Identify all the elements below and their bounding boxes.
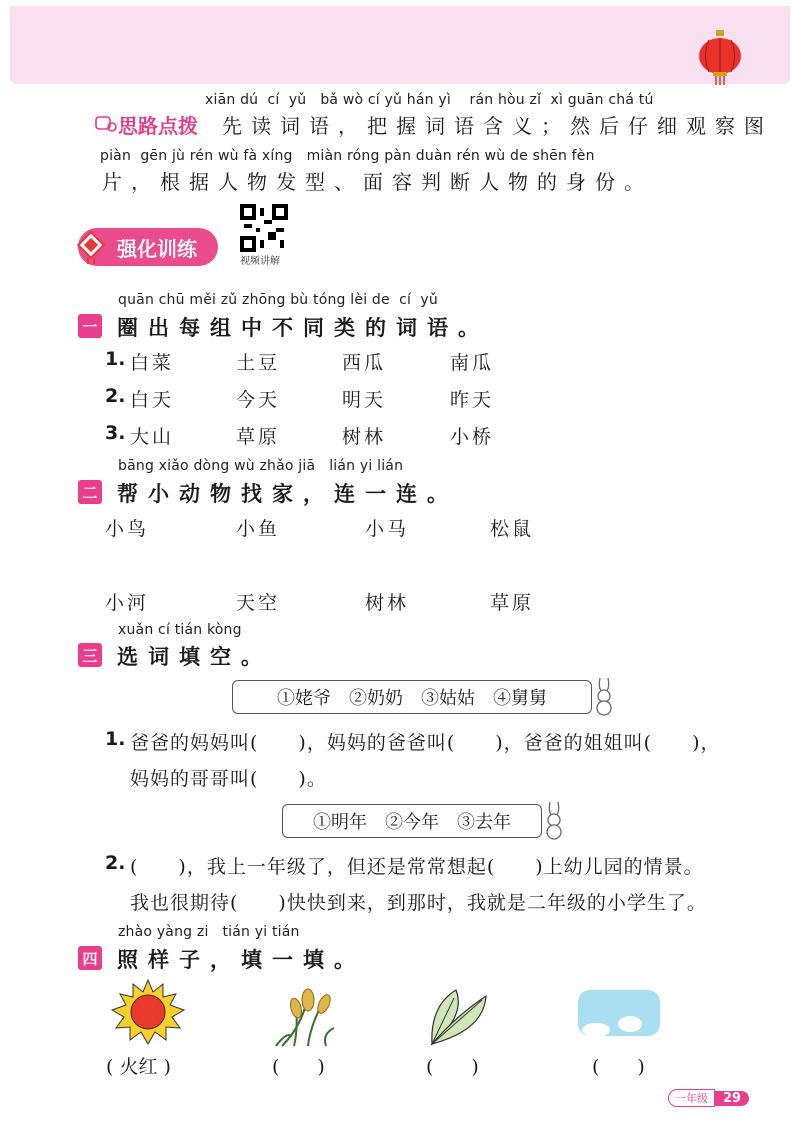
section2-pinyin: bāng xiǎo dòng wù zhǎo jiā lián yi lián (118, 458, 404, 474)
rabbit-icon (592, 676, 616, 716)
grade-label: 一年级 (668, 1089, 715, 1107)
section3-pinyin: xuǎn cí tián kòng (118, 622, 242, 638)
header-band (10, 6, 790, 84)
section1-number: 一 (78, 314, 102, 338)
tip-pinyin-2: piàn gēn jù rén wù fà xíng miàn róng pàn duàn rén wù de shēn fèn (100, 148, 595, 164)
s1-row2-word[interactable]: 明天 (342, 389, 387, 411)
s1-row2-word[interactable]: 今天 (236, 389, 281, 411)
q1-line2[interactable]: 妈妈的哥哥叫( )。 (130, 768, 327, 790)
answer-wheat-blank[interactable]: ( ) (272, 1056, 325, 1078)
qr-code[interactable] (240, 204, 288, 252)
page-number-value: 29 (715, 1091, 749, 1106)
choice-option: ①明年 (313, 812, 367, 833)
section2-title: 帮小动物找家，连一连。 (117, 482, 458, 506)
section2-number: 二 (78, 480, 102, 504)
sun-icon (108, 978, 188, 1048)
tip-label: 思路点拨 (118, 114, 198, 138)
animal-fish[interactable]: 小鱼 (236, 518, 281, 540)
leaf-icon (426, 986, 490, 1046)
animal-bird[interactable]: 小鸟 (105, 518, 150, 540)
section4-number: 四 (78, 946, 102, 970)
q1-number: 1. (105, 728, 126, 750)
s1-row3-word[interactable]: 小桥 (450, 426, 495, 448)
section4-pinyin: zhào yàng zi tián yi tián (118, 924, 300, 940)
tip-pinyin-1: xiān dú cí yǔ bǎ wò cí yǔ hán yì rán hòu zǐ xì guān chá tú (205, 92, 654, 108)
s1-row2-word[interactable]: 昨天 (450, 389, 495, 411)
choice-option: ②奶奶 (349, 688, 403, 709)
q2-line1[interactable]: ( )，我上一年级了，但还是常常想起( )上幼儿园的情景。 (130, 856, 704, 878)
cloud-icon (574, 984, 664, 1040)
choice-option: ③去年 (457, 812, 511, 833)
answer-cloud-blank[interactable]: ( ) (592, 1056, 645, 1078)
training-label: 强化训练 (117, 236, 197, 261)
qr-label: 视频讲解 (240, 256, 280, 267)
home-forest[interactable]: 树林 (365, 592, 410, 614)
section1-title: 圈出每组中不同类的词语。 (117, 316, 489, 340)
s1-row1-word[interactable]: 土豆 (236, 352, 281, 374)
s1-row2-word[interactable]: 白天 (130, 389, 175, 411)
section1-pinyin: quān chū měi zǔ zhōng bù tóng lèi de cí yǔ (118, 292, 438, 308)
tip-icon (95, 115, 117, 133)
choice-option: ④舅舅 (493, 688, 547, 709)
choice-option: ①姥爷 (277, 688, 331, 709)
home-sky[interactable]: 天空 (236, 592, 281, 614)
s1-row1-word[interactable]: 西瓜 (342, 352, 387, 374)
s1-row3-word[interactable]: 草原 (236, 426, 281, 448)
s1-row1-number: 1. (105, 348, 126, 370)
tip-text-1: 先读词语，把握词语含义；然后仔细观察图 (222, 114, 773, 138)
lantern-icon (696, 30, 744, 86)
choice-option: ③姑姑 (421, 688, 475, 709)
s1-row3-number: 3. (105, 422, 126, 444)
section3-title: 选词填空。 (117, 645, 272, 669)
animal-horse[interactable]: 小马 (365, 518, 410, 540)
q2-number: 2. (105, 852, 126, 874)
word-choice-box-1 (232, 680, 592, 714)
animal-squirrel[interactable]: 松鼠 (490, 518, 535, 540)
page-number (668, 1088, 749, 1108)
s1-row1-word[interactable]: 白菜 (130, 352, 175, 374)
home-grassland[interactable]: 草原 (490, 592, 535, 614)
s1-row3-word[interactable]: 大山 (130, 426, 175, 448)
choice-option: ②今年 (385, 812, 439, 833)
section4-title: 照样子，填一填。 (117, 948, 365, 972)
answer-sun: ( 火红 ) (106, 1056, 171, 1078)
q1-line1[interactable]: 爸爸的妈妈叫( )，妈妈的爸爸叫( )，爸爸的姐姐叫( )， (130, 732, 721, 754)
home-river[interactable]: 小河 (105, 592, 150, 614)
knot-icon (76, 230, 106, 264)
answer-leaf-blank[interactable]: ( ) (426, 1056, 479, 1078)
q2-line2[interactable]: 我也很期待( )快快到来，到那时，我就是二年级的小学生了。 (130, 892, 707, 914)
wheat-icon (272, 986, 342, 1048)
s1-row3-word[interactable]: 树林 (342, 426, 387, 448)
word-choice-box-2 (282, 804, 542, 838)
section3-number: 三 (78, 643, 102, 667)
rabbit-icon (542, 800, 566, 840)
s1-row2-number: 2. (105, 385, 126, 407)
tip-text-2: 片，根据人物发型、面容判断人物的身份。 (102, 170, 653, 194)
s1-row1-word[interactable]: 南瓜 (450, 352, 495, 374)
